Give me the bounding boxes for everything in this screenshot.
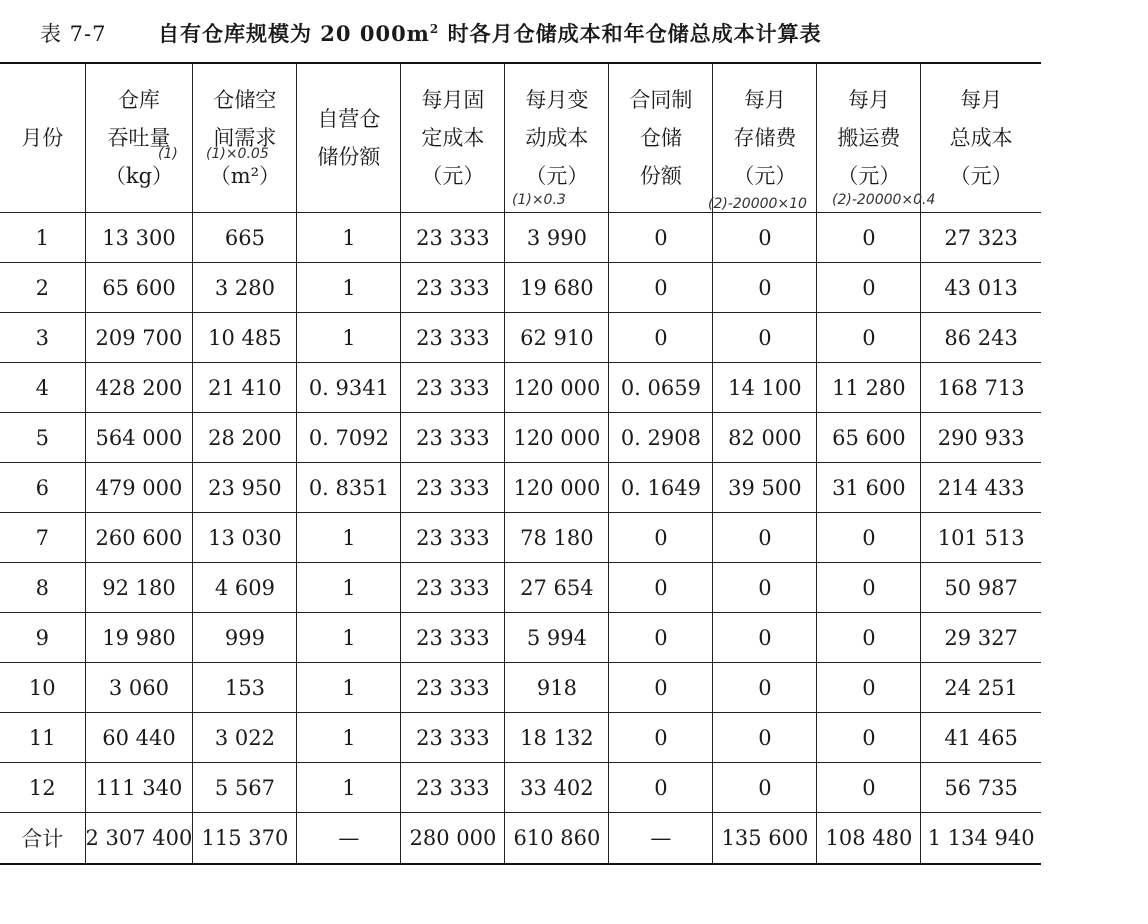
column-header-line: 定成本 bbox=[421, 126, 485, 150]
table-cell: 1 bbox=[297, 613, 401, 663]
column-header-line: 每月变 bbox=[525, 88, 589, 112]
table-cell: 1 bbox=[297, 763, 401, 813]
table-cell: 3 990 bbox=[505, 213, 609, 263]
table-cell: 62 910 bbox=[505, 313, 609, 363]
table-cell: 3 280 bbox=[193, 263, 297, 313]
total-cell: 108 480 bbox=[817, 813, 921, 865]
handwritten-note-col6: (1)×0.3 bbox=[512, 192, 566, 208]
table-row bbox=[0, 513, 1041, 563]
column-header-line: 吞吐量 bbox=[107, 126, 171, 150]
table-cell: 23 333 bbox=[401, 463, 505, 513]
table-cell: 0. 8351 bbox=[297, 463, 401, 513]
total-cell: 610 860 bbox=[505, 813, 609, 865]
column-header bbox=[401, 63, 505, 213]
table-cell: 0 bbox=[609, 563, 713, 613]
table-cell: 1 bbox=[297, 263, 401, 313]
table-cell: 918 bbox=[505, 663, 609, 713]
column-header bbox=[713, 63, 817, 213]
table-cell: 11 bbox=[0, 713, 85, 763]
column-header-line: 自营仓 bbox=[317, 107, 381, 131]
table-cell: 86 243 bbox=[921, 313, 1041, 363]
table-cell: 65 600 bbox=[817, 413, 921, 463]
table-cell: 0. 1649 bbox=[609, 463, 713, 513]
table-cell: 23 333 bbox=[401, 363, 505, 413]
table-cell: 23 333 bbox=[401, 713, 505, 763]
table-cell: 19 980 bbox=[85, 613, 193, 663]
table-cell: 3 060 bbox=[85, 663, 193, 713]
table-cell: 23 333 bbox=[401, 263, 505, 313]
table-cell: 23 333 bbox=[401, 763, 505, 813]
table-cell: 23 333 bbox=[401, 513, 505, 563]
column-header-line: 动成本 bbox=[525, 126, 589, 150]
table-cell: 5 bbox=[0, 413, 85, 463]
table-cell: 0. 7092 bbox=[297, 413, 401, 463]
table-cell: 1 bbox=[297, 563, 401, 613]
table-cell: 4 bbox=[0, 363, 85, 413]
table-cell: 39 500 bbox=[713, 463, 817, 513]
table-cell: 12 bbox=[0, 763, 85, 813]
table-cell: 27 654 bbox=[505, 563, 609, 613]
table-cell: 10 485 bbox=[193, 313, 297, 363]
table-cell: 0 bbox=[817, 663, 921, 713]
table-cell: 0 bbox=[713, 213, 817, 263]
table-body bbox=[0, 213, 1041, 865]
table-cell: 3 bbox=[0, 313, 85, 363]
table-cell: 6 bbox=[0, 463, 85, 513]
table-cell: 18 132 bbox=[505, 713, 609, 763]
table-cell: 41 465 bbox=[921, 713, 1041, 763]
table-cell: 101 513 bbox=[921, 513, 1041, 563]
table-cell: 5 567 bbox=[193, 763, 297, 813]
handwritten-note-col8: (2)-20000×10 bbox=[708, 196, 807, 212]
table-cell: 0 bbox=[713, 513, 817, 563]
table-cell: 0 bbox=[609, 613, 713, 663]
table-cell: 0 bbox=[817, 263, 921, 313]
table-cell: 0 bbox=[609, 313, 713, 363]
total-cell: 280 000 bbox=[401, 813, 505, 865]
table-cell: 290 933 bbox=[921, 413, 1041, 463]
table-cell: 2 bbox=[0, 263, 85, 313]
table-title-superscript: 2 bbox=[429, 22, 440, 36]
table-cell: 0 bbox=[713, 613, 817, 663]
column-header-line: 总成本 bbox=[949, 126, 1013, 150]
table-cell: 23 333 bbox=[401, 563, 505, 613]
table-cell: 23 333 bbox=[401, 613, 505, 663]
total-cell: 2 307 400 bbox=[85, 813, 193, 865]
table-cell: 78 180 bbox=[505, 513, 609, 563]
table-cell: 29 327 bbox=[921, 613, 1041, 663]
table-row bbox=[0, 763, 1041, 813]
handwritten-note-col2: (1) bbox=[158, 146, 178, 162]
column-header-line: 月份 bbox=[21, 126, 64, 150]
table-cell: 14 100 bbox=[713, 363, 817, 413]
table-cell: 999 bbox=[193, 613, 297, 663]
column-header-line: 间需求 bbox=[213, 126, 277, 150]
table-cell: 19 680 bbox=[505, 263, 609, 313]
table-cell: 3 022 bbox=[193, 713, 297, 763]
column-header-line: 仓库 bbox=[117, 88, 160, 112]
column-header bbox=[297, 63, 401, 213]
table-cell: 10 bbox=[0, 663, 85, 713]
table-row bbox=[0, 363, 1041, 413]
column-header bbox=[0, 63, 85, 213]
table-cell: 43 013 bbox=[921, 263, 1041, 313]
column-header-line: 储份额 bbox=[317, 145, 381, 169]
table-cell: 120 000 bbox=[505, 463, 609, 513]
table-cell: 1 bbox=[297, 213, 401, 263]
column-header-line: （元） bbox=[949, 164, 1013, 188]
table-caption bbox=[40, 18, 822, 48]
table-cell: 23 333 bbox=[401, 413, 505, 463]
table-cell: 11 280 bbox=[817, 363, 921, 413]
table-row bbox=[0, 613, 1041, 663]
column-header-line: （kg） bbox=[104, 164, 174, 188]
column-header-line: 份额 bbox=[639, 164, 682, 188]
table-row bbox=[0, 213, 1041, 263]
table-cell: 0 bbox=[713, 563, 817, 613]
table-cell: 0 bbox=[609, 513, 713, 563]
total-cell: — bbox=[609, 813, 713, 865]
table-cell: 0. 9341 bbox=[297, 363, 401, 413]
table-row bbox=[0, 413, 1041, 463]
table-row bbox=[0, 463, 1041, 513]
column-header bbox=[817, 63, 921, 213]
column-header-line: 每月 bbox=[847, 88, 890, 112]
table-cell: 0 bbox=[713, 713, 817, 763]
table-cell: 23 333 bbox=[401, 313, 505, 363]
table-cell: 260 600 bbox=[85, 513, 193, 563]
table-cell: 33 402 bbox=[505, 763, 609, 813]
table-title-main: 自有仓库规模为 20 000m bbox=[158, 21, 430, 46]
table-cell: 9 bbox=[0, 613, 85, 663]
table-cell: 1 bbox=[297, 663, 401, 713]
table-cell: 21 410 bbox=[193, 363, 297, 413]
column-header-line: 每月 bbox=[743, 88, 786, 112]
total-cell: 115 370 bbox=[193, 813, 297, 865]
column-header-line: （元） bbox=[421, 164, 485, 188]
table-cell: 120 000 bbox=[505, 363, 609, 413]
table-cell: 1 bbox=[297, 713, 401, 763]
table-cell: 0 bbox=[817, 513, 921, 563]
table-cell: 209 700 bbox=[85, 313, 193, 363]
table-header bbox=[0, 63, 1041, 213]
table-cell: 0. 2908 bbox=[609, 413, 713, 463]
table-cell: 1 bbox=[297, 313, 401, 363]
table-cell: 0 bbox=[713, 313, 817, 363]
column-header bbox=[193, 63, 297, 213]
table-cell: 13 030 bbox=[193, 513, 297, 563]
table-cell: 0 bbox=[817, 713, 921, 763]
column-header-line: 存储费 bbox=[733, 126, 797, 150]
table-cell: 168 713 bbox=[921, 363, 1041, 413]
column-header bbox=[609, 63, 713, 213]
table-cell: 0 bbox=[609, 213, 713, 263]
table-cell: 56 735 bbox=[921, 763, 1041, 813]
table-cell: 0 bbox=[609, 763, 713, 813]
handwritten-note-col9: (2)-20000×0.4 bbox=[832, 192, 936, 208]
table-cell: 0 bbox=[609, 663, 713, 713]
total-cell: 135 600 bbox=[713, 813, 817, 865]
table-cell: 0 bbox=[609, 713, 713, 763]
table-cell: 153 bbox=[193, 663, 297, 713]
column-header-line: （元） bbox=[525, 164, 589, 188]
table-cell: 60 440 bbox=[85, 713, 193, 763]
column-header-line: 仓储 bbox=[639, 126, 682, 150]
table-cell: 27 323 bbox=[921, 213, 1041, 263]
column-header bbox=[505, 63, 609, 213]
table-row bbox=[0, 713, 1041, 763]
table-number: 表 7-7 bbox=[40, 22, 107, 46]
table-cell: 0 bbox=[609, 263, 713, 313]
table-cell: 50 987 bbox=[921, 563, 1041, 613]
column-header bbox=[921, 63, 1041, 213]
column-header-line: 合同制 bbox=[629, 88, 693, 112]
total-row bbox=[0, 813, 1041, 865]
table-cell: 111 340 bbox=[85, 763, 193, 813]
table-cell: 65 600 bbox=[85, 263, 193, 313]
table-cell: 82 000 bbox=[713, 413, 817, 463]
header-row bbox=[0, 63, 1041, 213]
table-cell: 120 000 bbox=[505, 413, 609, 463]
table-cell: 1 bbox=[297, 513, 401, 563]
table-cell: 479 000 bbox=[85, 463, 193, 513]
column-header-line: （元） bbox=[837, 164, 901, 188]
table-cell: 0 bbox=[817, 613, 921, 663]
table-cell: 0 bbox=[817, 563, 921, 613]
table-title-tail: 时各月仓储成本和年仓储总成本计算表 bbox=[439, 21, 822, 46]
column-header-line: 每月固 bbox=[421, 88, 485, 112]
table-cell: 428 200 bbox=[85, 363, 193, 413]
cost-table bbox=[0, 62, 1041, 865]
table-cell: 1 bbox=[0, 213, 85, 263]
table-cell: 0. 0659 bbox=[609, 363, 713, 413]
table-cell: 23 333 bbox=[401, 213, 505, 263]
table-cell: 5 994 bbox=[505, 613, 609, 663]
table-cell: 564 000 bbox=[85, 413, 193, 463]
column-header-line: 每月 bbox=[960, 88, 1003, 112]
table-cell: 0 bbox=[713, 263, 817, 313]
column-header-line: （m²） bbox=[209, 164, 281, 188]
table-cell: 28 200 bbox=[193, 413, 297, 463]
table-cell: 23 950 bbox=[193, 463, 297, 513]
table-row bbox=[0, 563, 1041, 613]
table-cell: 7 bbox=[0, 513, 85, 563]
table-cell: 8 bbox=[0, 563, 85, 613]
column-header-line: 仓储空 bbox=[213, 88, 277, 112]
table-cell: 4 609 bbox=[193, 563, 297, 613]
column-header bbox=[85, 63, 193, 213]
table-cell: 0 bbox=[817, 763, 921, 813]
total-cell: 1 134 940 bbox=[921, 813, 1041, 865]
table-cell: 23 333 bbox=[401, 663, 505, 713]
table-cell: 214 433 bbox=[921, 463, 1041, 513]
table-cell: 0 bbox=[713, 663, 817, 713]
table-cell: 0 bbox=[817, 213, 921, 263]
total-cell: 合计 bbox=[0, 813, 85, 865]
table-cell: 24 251 bbox=[921, 663, 1041, 713]
table-cell: 665 bbox=[193, 213, 297, 263]
handwritten-note-col3: (1)×0.05 bbox=[206, 146, 269, 162]
table-title bbox=[158, 21, 822, 46]
table-row bbox=[0, 263, 1041, 313]
column-header-line: 搬运费 bbox=[837, 126, 901, 150]
table-row bbox=[0, 313, 1041, 363]
table-cell: 31 600 bbox=[817, 463, 921, 513]
total-cell: — bbox=[297, 813, 401, 865]
table-cell: 92 180 bbox=[85, 563, 193, 613]
table-cell: 13 300 bbox=[85, 213, 193, 263]
table-cell: 0 bbox=[817, 313, 921, 363]
table-cell: 0 bbox=[713, 763, 817, 813]
column-header-line: （元） bbox=[733, 164, 797, 188]
table-row bbox=[0, 663, 1041, 713]
